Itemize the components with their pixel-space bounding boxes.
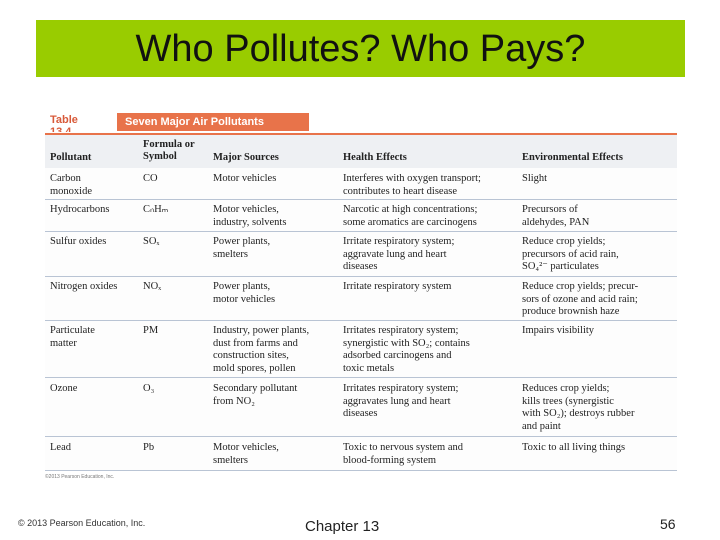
cell-health: Irritate respiratory system	[343, 281, 452, 292]
cell-pollutant: Hydrocarbons	[50, 204, 110, 215]
cell-environmental: Slight	[522, 173, 548, 184]
cell-environmental: Precursors of aldehydes, PAN	[522, 204, 590, 228]
cell-formula: O₃	[143, 383, 155, 394]
header-pollutant: Pollutant	[50, 152, 92, 163]
table-row	[45, 321, 677, 378]
cell-sources: Motor vehicles	[213, 173, 277, 184]
header-formula: Formula or Symbol	[143, 139, 195, 162]
cell-formula: Pb	[143, 442, 155, 453]
cell-sources: Motor vehicles, industry, solvents	[213, 204, 287, 228]
table-row	[45, 277, 677, 321]
cell-formula: CO	[143, 173, 158, 184]
cell-environmental: Reduces crop yields; kills trees (synergistic with SO₂); destroys rubber and paint	[522, 383, 635, 432]
cell-environmental: Reduce crop yields; precur- sors of ozone and acid rain; produce brownish haze	[522, 281, 639, 317]
header-environmental: Environmental Effects	[522, 152, 624, 163]
footer-chapter: Chapter 13	[305, 518, 380, 535]
cell-health: Interferes with oxygen transport; contributes to heart disease	[343, 173, 481, 197]
cell-pollutant: Lead	[50, 442, 71, 453]
table-number: Table	[50, 114, 78, 126]
table-row	[45, 232, 677, 277]
cell-pollutant: Sulfur oxides	[50, 236, 107, 247]
cell-formula: CₙHₘ	[143, 204, 169, 215]
cell-formula: PM	[143, 325, 159, 336]
cell-sources: Motor vehicles, smelters	[213, 442, 279, 466]
cell-sources: Secondary pollutant from NO₂	[213, 383, 298, 407]
table-row	[45, 437, 677, 471]
table-header-row	[45, 135, 677, 168]
title-bar	[36, 20, 685, 77]
cell-pollutant: Particulate matter	[50, 325, 95, 349]
footer-copyright: © 2013 Pearson Education, Inc.	[18, 518, 146, 528]
cell-environmental: Reduce crop yields; precursors of acid rain, SO₄²⁻ particulates	[522, 236, 619, 272]
cell-formula: SOₓ	[143, 236, 160, 247]
table-source-note: ©2013 Pearson Education, Inc.	[45, 474, 115, 480]
cell-formula: NOₓ	[143, 281, 162, 292]
cell-pollutant: Nitrogen oxides	[50, 281, 118, 292]
page-number: 56	[660, 516, 676, 532]
table-caption: Seven Major Air Pollutants	[117, 113, 309, 131]
cell-pollutant: Carbon monoxide	[50, 173, 92, 197]
cell-sources: Power plants, motor vehicles	[213, 281, 276, 305]
cell-sources: Industry, power plants, dust from farms and construction sites, mold spores, pollen	[213, 325, 310, 374]
header-health: Health Effects	[343, 152, 407, 163]
cell-pollutant: Ozone	[50, 383, 78, 394]
cell-health: Irritates respiratory system; synergistic with SO₂; contains adsorbed carcinogens and toxic metals	[343, 325, 470, 374]
table-row	[45, 168, 677, 200]
table-row	[45, 200, 677, 232]
cell-health: Irritates respiratory system; aggravates lung and heart diseases	[343, 383, 459, 419]
cell-health: Irritate respiratory system; aggravate lung and heart diseases	[343, 236, 455, 272]
header-sources: Major Sources	[213, 152, 279, 163]
cell-sources: Power plants, smelters	[213, 236, 271, 260]
slide-title: Who Pollutes? Who Pays?	[135, 28, 586, 70]
table-row	[45, 378, 677, 437]
cell-environmental: Toxic to all living things	[522, 442, 626, 453]
cell-health: Toxic to nervous system and blood-forming system	[343, 442, 463, 466]
cell-environmental: Impairs visibility	[522, 325, 595, 336]
cell-health: Narcotic at high concentrations; some aromatics are carcinogens	[343, 204, 478, 228]
